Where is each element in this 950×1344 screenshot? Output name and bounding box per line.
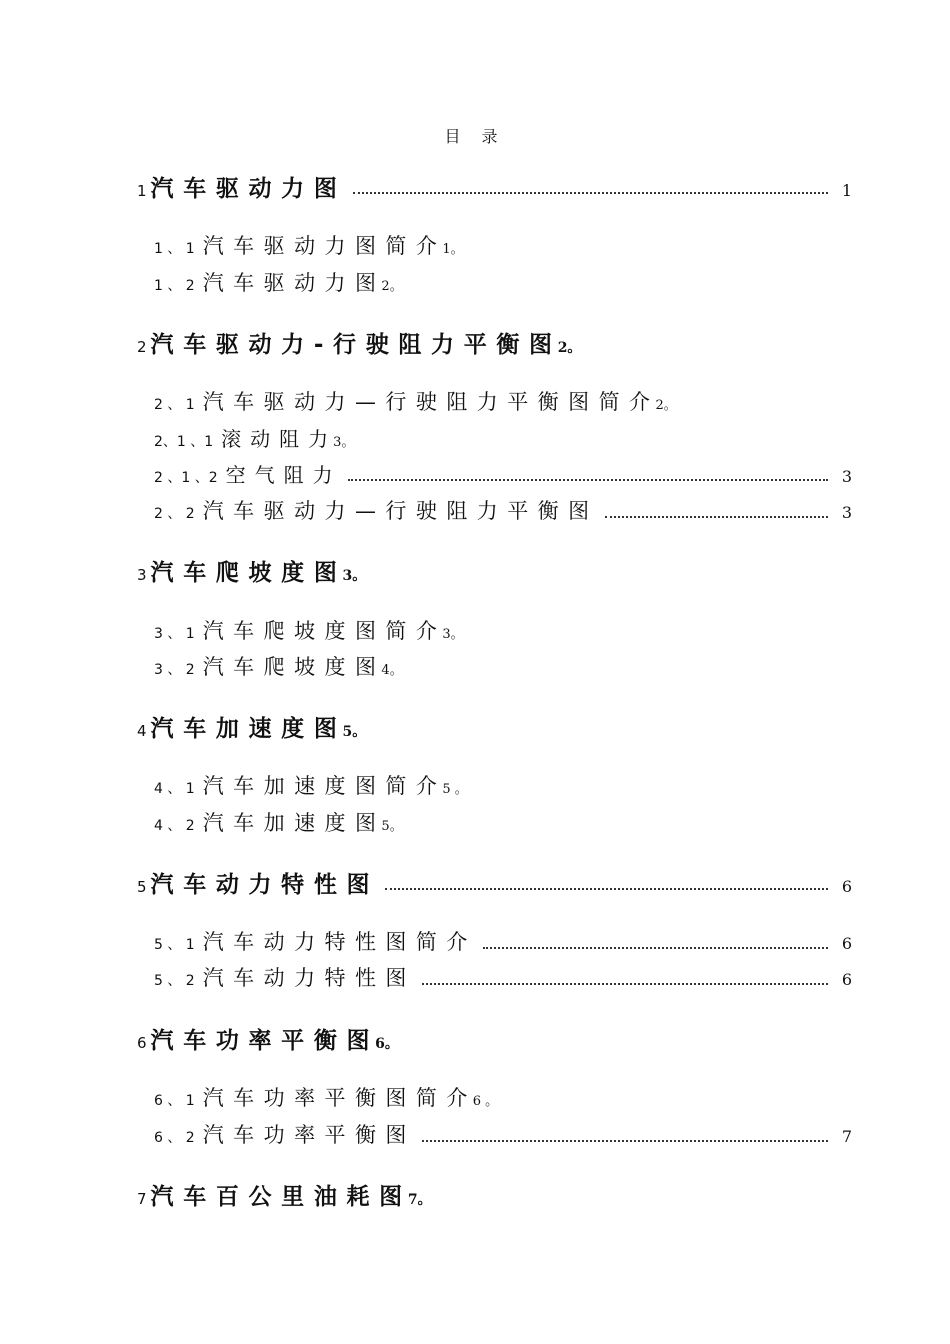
toc-entry-page: 3。 [333, 435, 355, 450]
toc-entry-page: 5 。 [442, 782, 468, 797]
toc-entry-number: 3 [137, 566, 147, 584]
toc-entry-number: 6 、 1 [154, 1093, 195, 1109]
toc-entry-title: 滚动阻力 [221, 427, 338, 451]
toc-entry-title: 汽车爬坡度图 [202, 655, 386, 679]
dot-leader [353, 191, 828, 194]
toc-entry-number: 5 、 1 [154, 937, 195, 953]
toc-entry-number: 6 [137, 1034, 147, 1052]
toc-entry-title: 汽车驱动力图 [150, 176, 347, 202]
toc-entry-number: 1 [137, 182, 147, 200]
toc-entry[interactable] [137, 326, 581, 359]
toc-entry-title: 空气阻力 [225, 463, 342, 487]
toc-entry-page: 6 [841, 877, 852, 896]
toc-entry[interactable] [154, 807, 403, 837]
dot-leader [422, 1139, 828, 1142]
toc-entry-number: 2 [137, 338, 147, 356]
toc-entry[interactable] [154, 423, 354, 452]
toc-entry-number: 2、1 、1 [154, 434, 214, 450]
toc-entry-page: 3。 [342, 568, 367, 584]
toc-entry[interactable] [137, 170, 852, 203]
toc-entry-title: 汽车驱动力—行驶阻力平衡图 [202, 499, 599, 523]
toc-entry-title: 汽车驱动力—行驶阻力平衡图简介 [202, 390, 660, 414]
toc-entry-number: 3 、 2 [154, 662, 195, 678]
dot-leader [422, 982, 828, 985]
toc-entry[interactable] [154, 230, 464, 260]
toc-entry-page: 1。 [442, 242, 464, 257]
toc-entry-number: 3 、 1 [154, 626, 195, 642]
toc-entry-title: 汽车动力特性图简介 [202, 930, 477, 954]
dot-leader [385, 887, 828, 890]
toc-entry-title: 汽车功率平衡图 [202, 1123, 416, 1147]
toc-entry-page: 2。 [381, 279, 403, 294]
toc-entry-title: 汽车加速度图 [202, 811, 386, 835]
toc-entry-page: 7。 [407, 1192, 432, 1208]
toc-entry[interactable] [154, 495, 852, 525]
toc-entry-number: 4 、 1 [154, 781, 195, 797]
toc-entry[interactable] [154, 651, 403, 681]
toc-entry-page: 6 [841, 970, 852, 989]
toc-entry-title: 汽车加速度图 [150, 716, 347, 742]
toc-entry-number: 2 、 1 [154, 397, 195, 413]
toc-entry-title: 汽车动力特性图 [150, 872, 380, 898]
toc-entry-number: 1 、 2 [154, 278, 195, 294]
toc-entry-page: 7 [841, 1127, 852, 1146]
toc-entry-page: 1 [841, 181, 852, 200]
toc-entry[interactable] [154, 1119, 852, 1149]
toc-entry[interactable] [154, 962, 852, 992]
toc-entry-title: 汽车动力特性图 [202, 966, 416, 990]
toc-entry-page: 5。 [381, 819, 403, 834]
toc-entry-page: 6 。 [472, 1094, 499, 1109]
toc-entry-number: 2 、 2 [154, 506, 195, 522]
dot-leader [483, 946, 828, 949]
toc-entry-title: 汽车百公里油耗图 [150, 1184, 412, 1210]
toc-entry[interactable] [137, 1022, 399, 1055]
toc-entry-title: 汽车驱动力图 [202, 271, 386, 295]
toc-entry-number: 7 [137, 1190, 147, 1208]
toc-entry[interactable] [137, 554, 366, 587]
toc-entry-page: 3 [841, 503, 852, 522]
toc-entry-title: 汽车驱动力图简介 [202, 234, 447, 258]
toc-entry-page: 6。 [375, 1036, 399, 1052]
toc-entry-title: 汽车驱动力-行驶阻力平衡图 [150, 332, 562, 358]
toc-entry-number: 5 、 2 [154, 973, 195, 989]
toc-entry-title: 汽车功率平衡图 [150, 1028, 380, 1054]
toc-entry-number: 2 、1 、2 [154, 470, 218, 486]
toc-entry[interactable] [154, 1082, 498, 1112]
toc-entry-title: 汽车爬坡度图 [150, 560, 347, 586]
toc-entry[interactable] [154, 459, 852, 488]
toc-entry-title: 汽车功率平衡图简介 [202, 1086, 477, 1110]
toc-entry[interactable] [154, 267, 403, 297]
toc-entry[interactable] [154, 615, 464, 645]
toc-entry-number: 6 、 2 [154, 1130, 195, 1146]
toc-entry[interactable] [154, 770, 468, 800]
toc-entry-number: 5 [137, 878, 147, 896]
toc-entry-page: 2。 [557, 340, 582, 356]
toc-entry-number: 4 、 2 [154, 818, 195, 834]
toc-entry[interactable] [137, 1178, 432, 1211]
toc-entry-page: 2。 [655, 398, 677, 413]
toc-entry[interactable] [137, 710, 366, 743]
page-title: 目 录 [444, 127, 506, 146]
toc-entry-title: 汽车爬坡度图简介 [202, 619, 447, 643]
toc-entry[interactable] [154, 386, 677, 416]
toc-entry-page: 3 [841, 467, 852, 486]
toc-entry-page: 6 [841, 934, 852, 953]
toc-entry-page: 4。 [381, 663, 403, 678]
toc-entry-number: 1 、 1 [154, 241, 195, 257]
dot-leader [605, 515, 828, 518]
toc-entry-page: 5。 [342, 724, 367, 740]
toc-entry[interactable] [154, 926, 852, 956]
dot-leader [348, 478, 828, 481]
toc-entry-title: 汽车加速度图简介 [202, 774, 447, 798]
toc-entry-number: 4 [137, 722, 147, 740]
toc-entry[interactable] [137, 866, 852, 899]
toc-entry-page: 3。 [442, 627, 464, 642]
